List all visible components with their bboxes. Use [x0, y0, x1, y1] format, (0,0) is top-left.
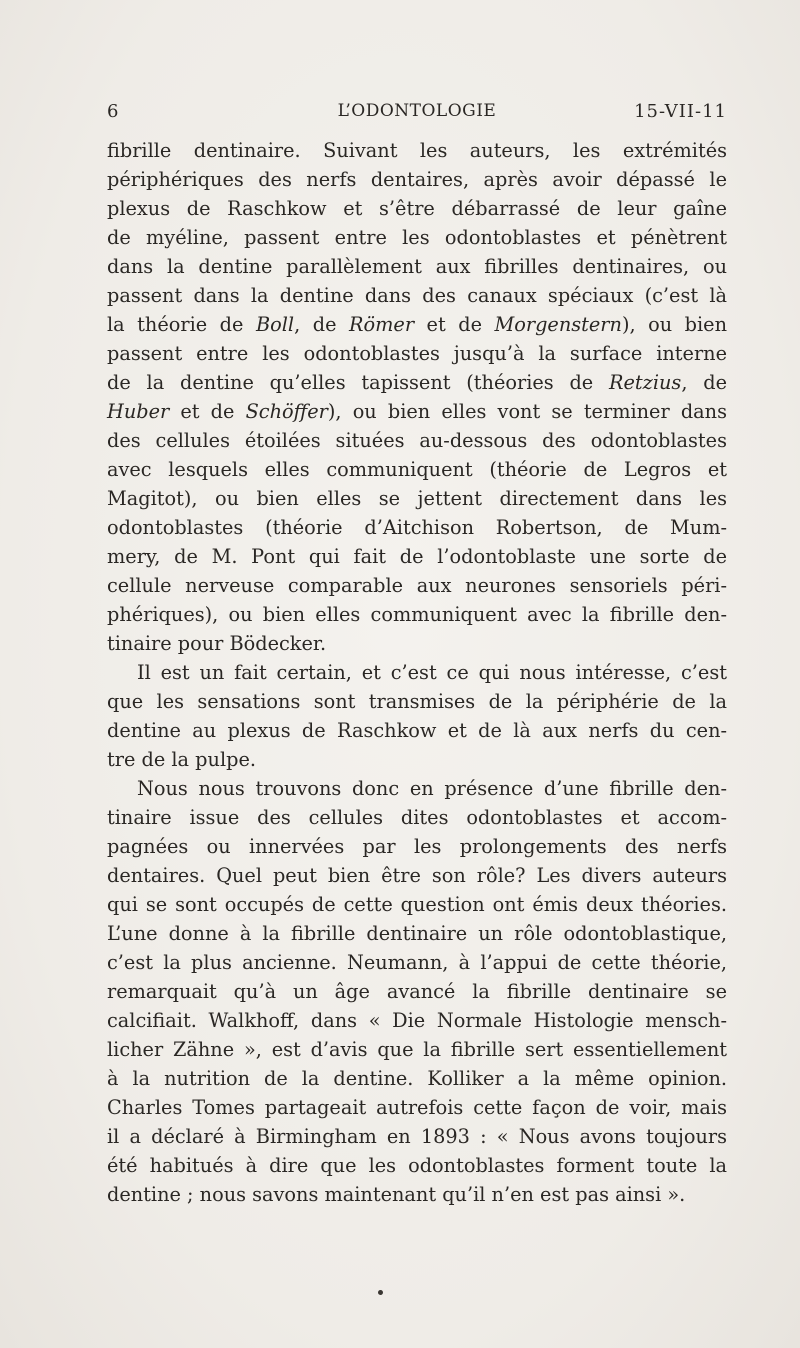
text-line: phériques), ou bien elles communiquent avec la fibrille den-: [107, 603, 727, 626]
text-line: des cellules étoilées situées au-dessous des odontoblastes: [107, 429, 727, 452]
text-line: pagnées ou innervées par les prolongements des nerfs: [107, 835, 727, 858]
text-line: c’est la plus ancienne. Neumann, à l’appui de cette théorie,: [107, 951, 727, 974]
text-line: avec lesquels elles communiquent (théorie de Legros et: [107, 458, 727, 481]
text-line: tre de la pulpe.: [107, 748, 256, 771]
text-line: passent entre les odontoblastes jusqu’à la surface interne: [107, 342, 727, 365]
author-name: Retzius: [609, 371, 682, 394]
text-line: à la nutrition de la dentine. Kolliker a la même opinion.: [107, 1067, 727, 1090]
text-line: tinaire issue des cellules dites odontoblastes et accom-: [107, 806, 727, 829]
text-line: Magitot), ou bien elles se jettent directement dans les: [107, 487, 727, 510]
text-line: dentaires. Quel peut bien être son rôle? Les divers auteurs: [107, 864, 727, 887]
text-line: de la dentine qu’elles tapissent (théories de Retzius, de: [107, 371, 727, 394]
text-line: fibrille dentinaire. Suivant les auteurs, les extrémités: [107, 139, 727, 162]
text-line: la théorie de Boll, de Römer et de Morgenstern), ou bien: [107, 313, 727, 336]
text-line: de myéline, passent entre les odontoblastes et pénètrent: [107, 226, 727, 249]
text-line: calcifiait. Walkhoff, dans « Die Normale Histologie mensch-: [107, 1009, 727, 1032]
text-line: été habitués à dire que les odontoblastes forment toute la: [107, 1154, 727, 1177]
author-name: Boll: [255, 313, 295, 336]
text-line: périphériques des nerfs dentaires, après avoir dépassé le: [107, 168, 727, 191]
page-number: 6: [107, 101, 119, 122]
issue-date: 15-VII-11: [634, 101, 727, 122]
author-name: Schöffer: [245, 400, 328, 423]
ink-speck: [378, 1290, 383, 1295]
text-line: dentine ; nous savons maintenant qu’il n’en est pas ainsi ».: [107, 1183, 686, 1206]
text-line: odontoblastes (théorie d’Aitchison Robertson, de Mum-: [107, 516, 727, 539]
text-line: Charles Tomes partageait autrefois cette façon de voir, mais: [107, 1096, 727, 1119]
text-line: que les sensations sont transmises de la périphérie de la: [107, 690, 727, 713]
running-header: [107, 101, 727, 127]
text-line: Il est un fait certain, et c’est ce qui nous intéresse, c’est: [137, 661, 727, 684]
journal-title: L’ODONTOLOGIE: [337, 101, 497, 121]
text-line: tinaire pour Bödecker.: [107, 632, 327, 655]
text-line: dans la dentine parallèlement aux fibrilles dentinaires, ou: [107, 255, 727, 278]
text-line: qui se sont occupés de cette question ont émis deux théories.: [107, 893, 727, 916]
text-line: il a déclaré à Birmingham en 1893 : « Nous avons toujours: [107, 1125, 727, 1148]
author-name: Huber: [107, 400, 170, 423]
text-line: passent dans la dentine dans des canaux spéciaux (c’est là: [107, 284, 727, 307]
text-line: L’une donne à la fibrille dentinaire un rôle odontoblastique,: [107, 922, 727, 945]
text-line: licher Zähne », est d’avis que la fibrille sert essentiellement: [107, 1038, 727, 1061]
author-name: Morgenstern: [494, 313, 622, 336]
text-line: cellule nerveuse comparable aux neurones sensoriels péri-: [107, 574, 727, 597]
text-line: remarquait qu’à un âge avancé la fibrille dentinaire se: [107, 980, 727, 1003]
author-name: Römer: [349, 313, 415, 336]
text-line: Huber et de Schöffer), ou bien elles vont se terminer dans: [107, 400, 727, 423]
text-line: plexus de Raschkow et s’être débarrassé de leur gaîne: [107, 197, 727, 220]
text-line: Nous nous trouvons donc en présence d’une fibrille den-: [137, 777, 727, 800]
text-line: mery, de M. Pont qui fait de l’odontoblaste une sorte de: [107, 545, 727, 568]
text-line: dentine au plexus de Raschkow et de là aux nerfs du cen-: [107, 719, 727, 742]
body-text: [107, 136, 727, 1209]
